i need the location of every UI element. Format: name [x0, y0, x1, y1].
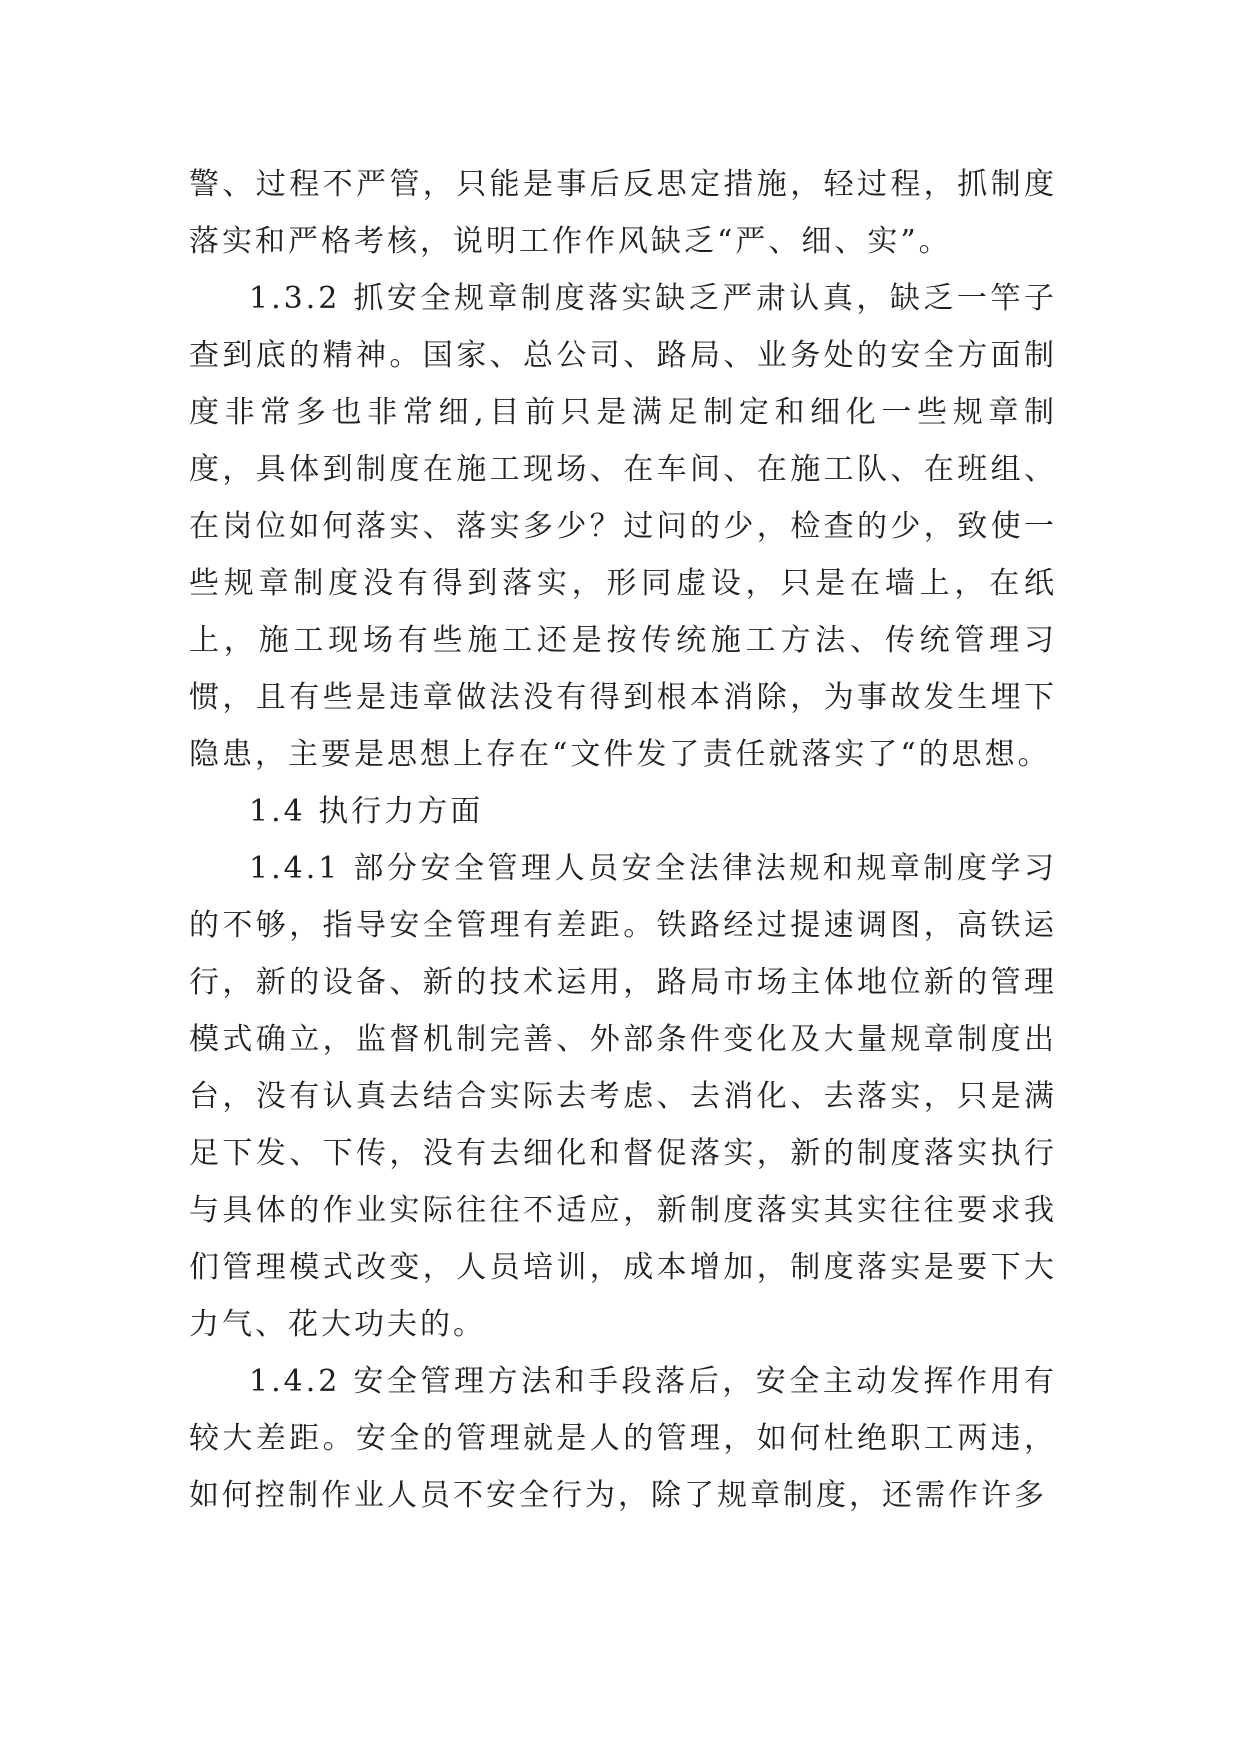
- paragraph-1-3-2: 1.3.2 抓安全规章制度落实缺乏严肃认真，缺乏一竿子查到底的精神。国家、总公司、路局、业务处的安全方面制度非常多也非常细,目前只是满足制定和细化一些规章制度，具体到制度在施工现场、在车间、在施工队、在班组、在岗位如何落实、落实多少？过问的少，检查的少，致使一些规章制度没有得到落实，形同虚设，只是在墙上，在纸上，施工现场有些施工还是按传统施工方法、传统管理习惯，且有些是违章做法没有得到根本消除，为事故发生埋下隐患，主要是思想上存在“文件发了责任就落实了“的思想。: [189, 281, 1057, 772]
- paragraph-1-4-2: 1.4.2 安全管理方法和手段落后，安全主动发挥作用有较大差距。安全的管理就是人的管理，如何杜绝职工两违，如何控制作业人员不安全行为，除了规章制度，还需作许多: [189, 1364, 1057, 1513]
- document-body: [189, 156, 1057, 1524]
- section-heading-1-4: 1.4 执行力方面: [249, 794, 484, 829]
- paragraph-continuation: 警、过程不严管，只能是事后反思定措施，轻过程，抓制度落实和严格考核，说明工作作风缺乏“严、细、实”。: [189, 167, 1057, 259]
- paragraph-1-4-1: 1.4.1 部分安全管理人员安全法律法规和规章制度学习的不够，指导安全管理有差距。铁路经过提速调图，高铁运行，新的设备、新的技术运用，路局市场主体地位新的管理模式确立，监督机制完善、外部条件变化及大量规章制度出台，没有认真去结合实际去考虑、去消化、去落实，只是满足下发、下传，没有去细化和督促落实，新的制度落实执行与具体的作业实际往往不适应，新制度落实其实往往要求我们管理模式改变，人员培训，成本增加，制度落实是要下大力气、花大功夫的。: [189, 851, 1057, 1342]
